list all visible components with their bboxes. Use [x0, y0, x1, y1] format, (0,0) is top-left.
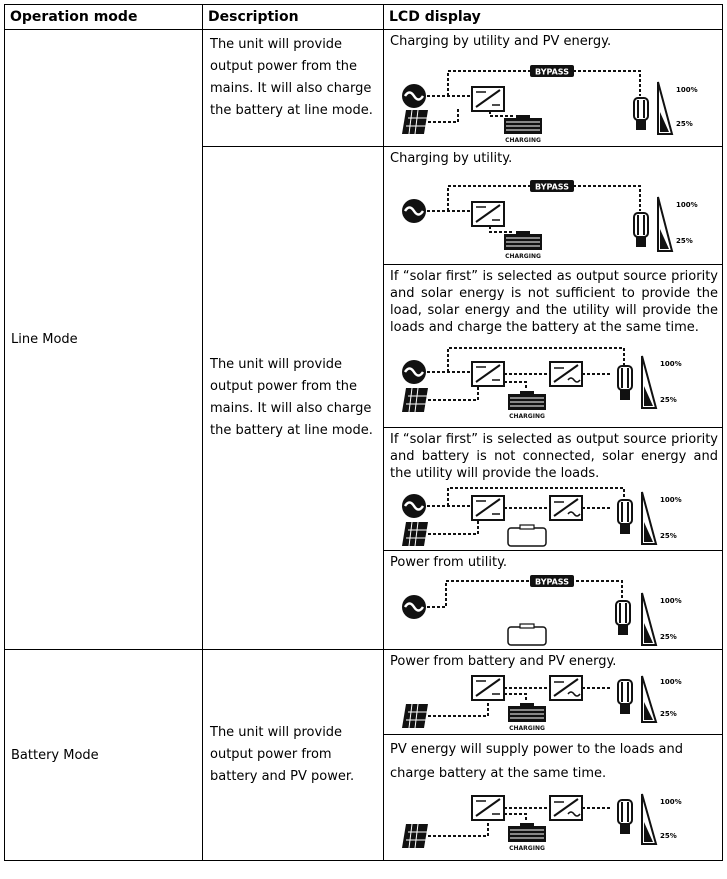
load-low-label: 25% [660, 633, 677, 641]
charging-label: CHARGING [509, 413, 545, 420]
bulb-icon [618, 800, 632, 834]
ac-source-icon [402, 595, 426, 619]
ac-source-icon [402, 84, 426, 108]
solar-panel-icon [402, 110, 428, 134]
table-row [5, 650, 723, 735]
lcd-diagram [390, 484, 718, 550]
lcd-diagram [390, 788, 718, 858]
bulb-icon [634, 213, 648, 247]
charging-label: CHARGING [509, 845, 545, 852]
load-full-label: 100% [660, 360, 682, 368]
lcd-diagram [390, 169, 718, 264]
battery-icon [508, 525, 546, 546]
load-low-label: 25% [660, 710, 677, 718]
operation-mode-table [4, 4, 723, 861]
battery-mode-description [203, 650, 384, 861]
battery-icon [508, 624, 546, 645]
header-lcd-display: LCD display [384, 5, 723, 30]
lcd-cell [384, 147, 723, 265]
table-row [5, 30, 723, 147]
load-full-label: 100% [660, 597, 682, 605]
bulb-icon [618, 366, 632, 400]
lcd-caption: Power from battery and PV energy. [390, 654, 617, 669]
lcd-cell [384, 265, 723, 428]
load-low-label: 25% [660, 832, 677, 840]
bulb-icon [616, 601, 630, 635]
ac-source-icon [402, 199, 426, 223]
solar-panel-icon [402, 522, 428, 546]
battery-icon [508, 391, 546, 410]
load-low-label: 25% [660, 396, 677, 404]
load-full-label: 100% [660, 496, 682, 504]
load-low-label: 25% [676, 120, 693, 128]
battery-icon [508, 823, 546, 842]
line-mode-description-1 [203, 30, 384, 147]
inverter-icon [550, 676, 582, 700]
charging-label: CHARGING [505, 137, 541, 142]
charger-icon [472, 362, 504, 386]
load-level-icon [658, 82, 672, 134]
load-full-label: 100% [676, 86, 698, 94]
lcd-caption: If “solar first” is selected as output source priority and solar energy is not sufficient to provide the load, solar energy and the utility will provide the loads and charge the battery at the same time. [390, 269, 718, 335]
description-text: The unit will provide output power from the mains. It will also charge the battery at line mode. [210, 37, 373, 118]
lcd-cell [384, 428, 723, 551]
battery-icon [504, 115, 542, 134]
line-mode-description-2 [203, 147, 384, 650]
load-full-label: 100% [660, 678, 682, 686]
description-text: The unit will provide output power from battery and PV power. [210, 725, 355, 784]
lcd-diagram [390, 338, 718, 422]
charger-icon [472, 796, 504, 820]
lcd-cell [384, 551, 723, 650]
lcd-cell [384, 735, 723, 861]
bypass-label: BYPASS [535, 67, 569, 77]
load-level-icon [642, 593, 656, 645]
load-level-icon [642, 676, 656, 722]
load-level-icon [642, 794, 656, 844]
header-description: Description [203, 5, 384, 30]
lcd-caption: PV energy will supply power to the loads and charge battery at the same time. [390, 742, 683, 781]
bulb-icon [618, 680, 632, 714]
description-text: The unit will provide output power from the mains. It will also charge the battery at line mode. [210, 357, 373, 438]
load-low-label: 25% [660, 532, 677, 540]
load-full-label: 100% [660, 798, 682, 806]
solar-panel-icon [402, 388, 428, 412]
load-level-icon [642, 356, 656, 408]
load-full-label: 100% [676, 201, 698, 209]
battery-icon [504, 231, 542, 250]
load-level-icon [658, 197, 672, 251]
lcd-cell [384, 650, 723, 735]
line-mode-label: Line Mode [11, 332, 78, 347]
inverter-icon [550, 362, 582, 386]
load-level-icon [642, 492, 656, 544]
battery-mode-label: Battery Mode [11, 747, 99, 763]
lcd-diagram [390, 672, 718, 734]
lcd-cell [384, 30, 723, 147]
charging-label: CHARGING [505, 253, 541, 260]
lcd-diagram [390, 52, 718, 142]
charger-icon [472, 87, 504, 111]
table-header-row [5, 5, 723, 30]
bulb-icon [618, 500, 632, 534]
load-low-label: 25% [676, 237, 693, 245]
inverter-icon [550, 796, 582, 820]
bypass-label: BYPASS [535, 182, 569, 192]
bulb-icon [634, 98, 648, 130]
charger-icon [472, 496, 504, 520]
lcd-caption: Charging by utility. [390, 151, 513, 166]
solar-panel-icon [402, 824, 428, 848]
ac-source-icon [402, 360, 426, 384]
battery-icon [508, 703, 546, 722]
lcd-diagram [390, 573, 718, 649]
charger-icon [472, 676, 504, 700]
ac-source-icon [402, 494, 426, 518]
solar-panel-icon [402, 704, 428, 728]
lcd-caption: Charging by utility and PV energy. [390, 34, 612, 49]
lcd-caption: Power from utility. [390, 555, 508, 570]
charging-label: CHARGING [509, 725, 545, 732]
line-mode-cell [5, 30, 203, 650]
lcd-caption: If “solar first” is selected as output source priority and battery is not connected, solar energy and the utility will provide the loads. [390, 432, 718, 481]
charger-icon [472, 202, 504, 226]
header-operation-mode: Operation mode [5, 5, 203, 30]
battery-mode-cell [5, 650, 203, 861]
bypass-label: BYPASS [535, 577, 569, 587]
inverter-icon [550, 496, 582, 520]
